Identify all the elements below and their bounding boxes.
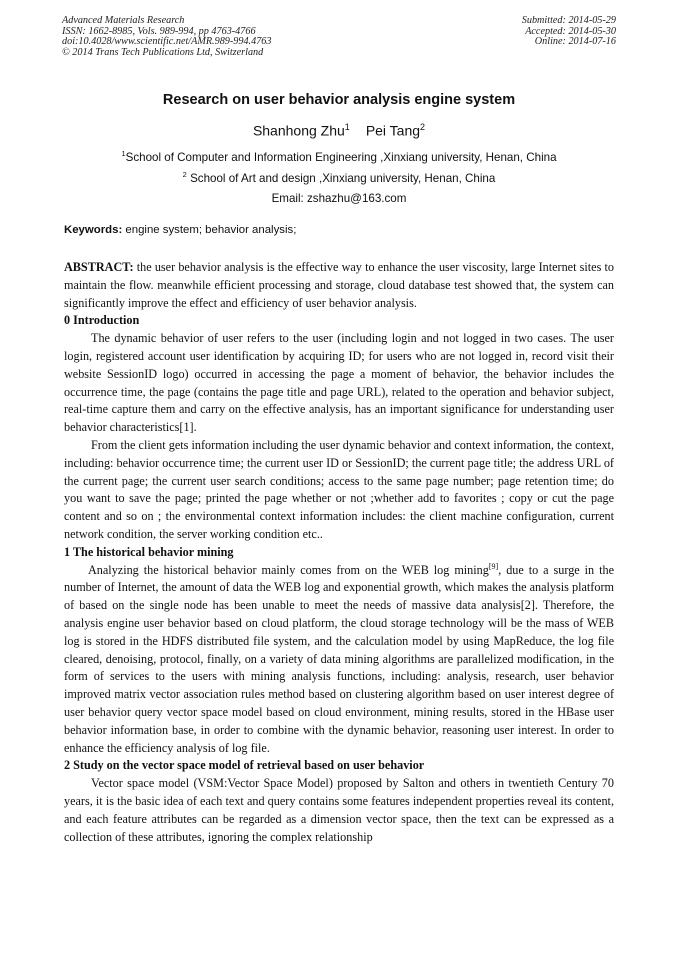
online-date: Online: 2014-07-16	[534, 36, 616, 48]
paragraph: The dynamic behavior of user refers to the user (including login and not logged in two cases. The user login, registered account user identification by acquiring ID; for users who are not logged in, record visit their website SessionID logo) occurred in accessing the page a moment of behavior, the behavior includes the occurrence time, the page (contains the page title and page URL), related to the operation and behavior subject, real-time capture them and carry on the effective analysis, has an important significance for understanding user behavior characteristics[1].	[64, 331, 614, 435]
affiliation-text: School of Art and design ,Xinxiang university, Henan, China	[190, 171, 496, 185]
keywords	[64, 224, 296, 236]
paper-title: Research on user behavior analysis engine system	[162, 92, 516, 108]
issn-line: ISSN: 1662-8985, Vols. 989-994, pp 4763-4766	[62, 25, 256, 37]
affiliation-text: School of Computer and Information Engineering ,Xinxiang university, Henan, China	[125, 150, 557, 164]
accepted-date: Accepted: 2014-05-30	[525, 25, 616, 37]
keywords-label: Keywords:	[64, 224, 123, 236]
author-name: Pei Tang	[365, 122, 421, 139]
paragraph-text: Analyzing the historical behavior mainly comes from on the WEB log mining	[88, 562, 489, 577]
paper-body	[64, 259, 614, 846]
copyright-line: © 2014 Trans Tech Publications Ltd, Switzerland	[62, 46, 264, 58]
author-affil-mark: 1	[344, 122, 350, 132]
journal-name: Advanced Materials Research	[62, 15, 185, 26]
affiliation-mark: 2	[182, 170, 187, 179]
affiliation	[0, 149, 678, 164]
email-address: Email: zshazhu@163.com	[271, 192, 407, 205]
citation-mark: [9]	[488, 561, 499, 571]
abstract	[64, 259, 614, 312]
keywords-text: engine system; behavior analysis;	[125, 224, 297, 236]
paragraph: Vector space model (VSM:Vector Space Model) proposed by Salton and others in twentieth Century 70 years, it is the basic idea of each text and query contains some features independent properties reveal its content, and each feature attributes can be regarded as a dimension vector space, then the text can be expressed as a collection of these attributes, ignoring the complex relationship	[64, 776, 614, 844]
section-heading: 0 Introduction	[64, 313, 140, 328]
paragraph	[64, 562, 614, 758]
submitted-date: Submitted: 2014-05-29	[521, 15, 616, 26]
abstract-label: ABSTRACT:	[64, 260, 134, 274]
paragraph: From the client gets information including the user dynamic behavior and context information, the context, including: behavior occurrence time; the current user ID or SessionID; the current page title; the address URL of the current page; the current user search conditions; access to the same page number; page retention time; do you want to save the page; printed the page whether or not ;whether add to favorites ; copy or cut the page content and so on ; the environmental context information includes: the client machine configuration, current network condition, the server working condition etc..	[64, 437, 614, 541]
journal-header	[62, 16, 271, 58]
section-heading: 2 Study on the vector space model of retrieval based on user behavior	[64, 758, 425, 773]
author-affil-mark: 2	[420, 122, 426, 132]
affiliation	[0, 170, 678, 185]
author-name: Shanhong Zhu	[252, 122, 345, 139]
doi-line: doi:10.4028/www.scientific.net/AMR.989-994.4763	[62, 36, 272, 48]
paragraph-text: , due to a surge in the number of Internet, the amount of data the WEB log and exponential growth, which makes the analysis platform of based on the single node has been unable to meet the needs of massive data analysis[2]. Therefore, the analysis engine user behavior based on cloud platform, the cloud storage technology will be the mass of WEB log is stored in the HDFS distributed file system, and the calculation model by using MapReduce, the log file cleared, denoising, protocol, finally, on a variety of data mining algorithms are parallelized modification, in the form of services to the users with mining analysis functions, including: analysis, research, user behavior improved matrix vector association rules method based on clustering algorithm based on user interest degree of user behavior query vector space model based on cloud environment, mining results, stored in the HBase user behavior information base, in order to combine with the dynamic behavior, reasoning user interest. In order to enhance the efficiency analysis of log file.	[64, 562, 614, 755]
abstract-text: the user behavior analysis is the effective way to enhance the user viscosity, large Internet sites to maintain the flow. meanwhile efficient processing and storage, cloud database test showed that, the system can significantly improve the effect and efficiency of user behavior analysis.	[64, 260, 615, 310]
affiliation-mark: 1	[121, 149, 126, 158]
section-heading: 1 The historical behavior mining	[64, 544, 234, 559]
dates-header	[522, 16, 616, 48]
author-list	[0, 122, 678, 139]
